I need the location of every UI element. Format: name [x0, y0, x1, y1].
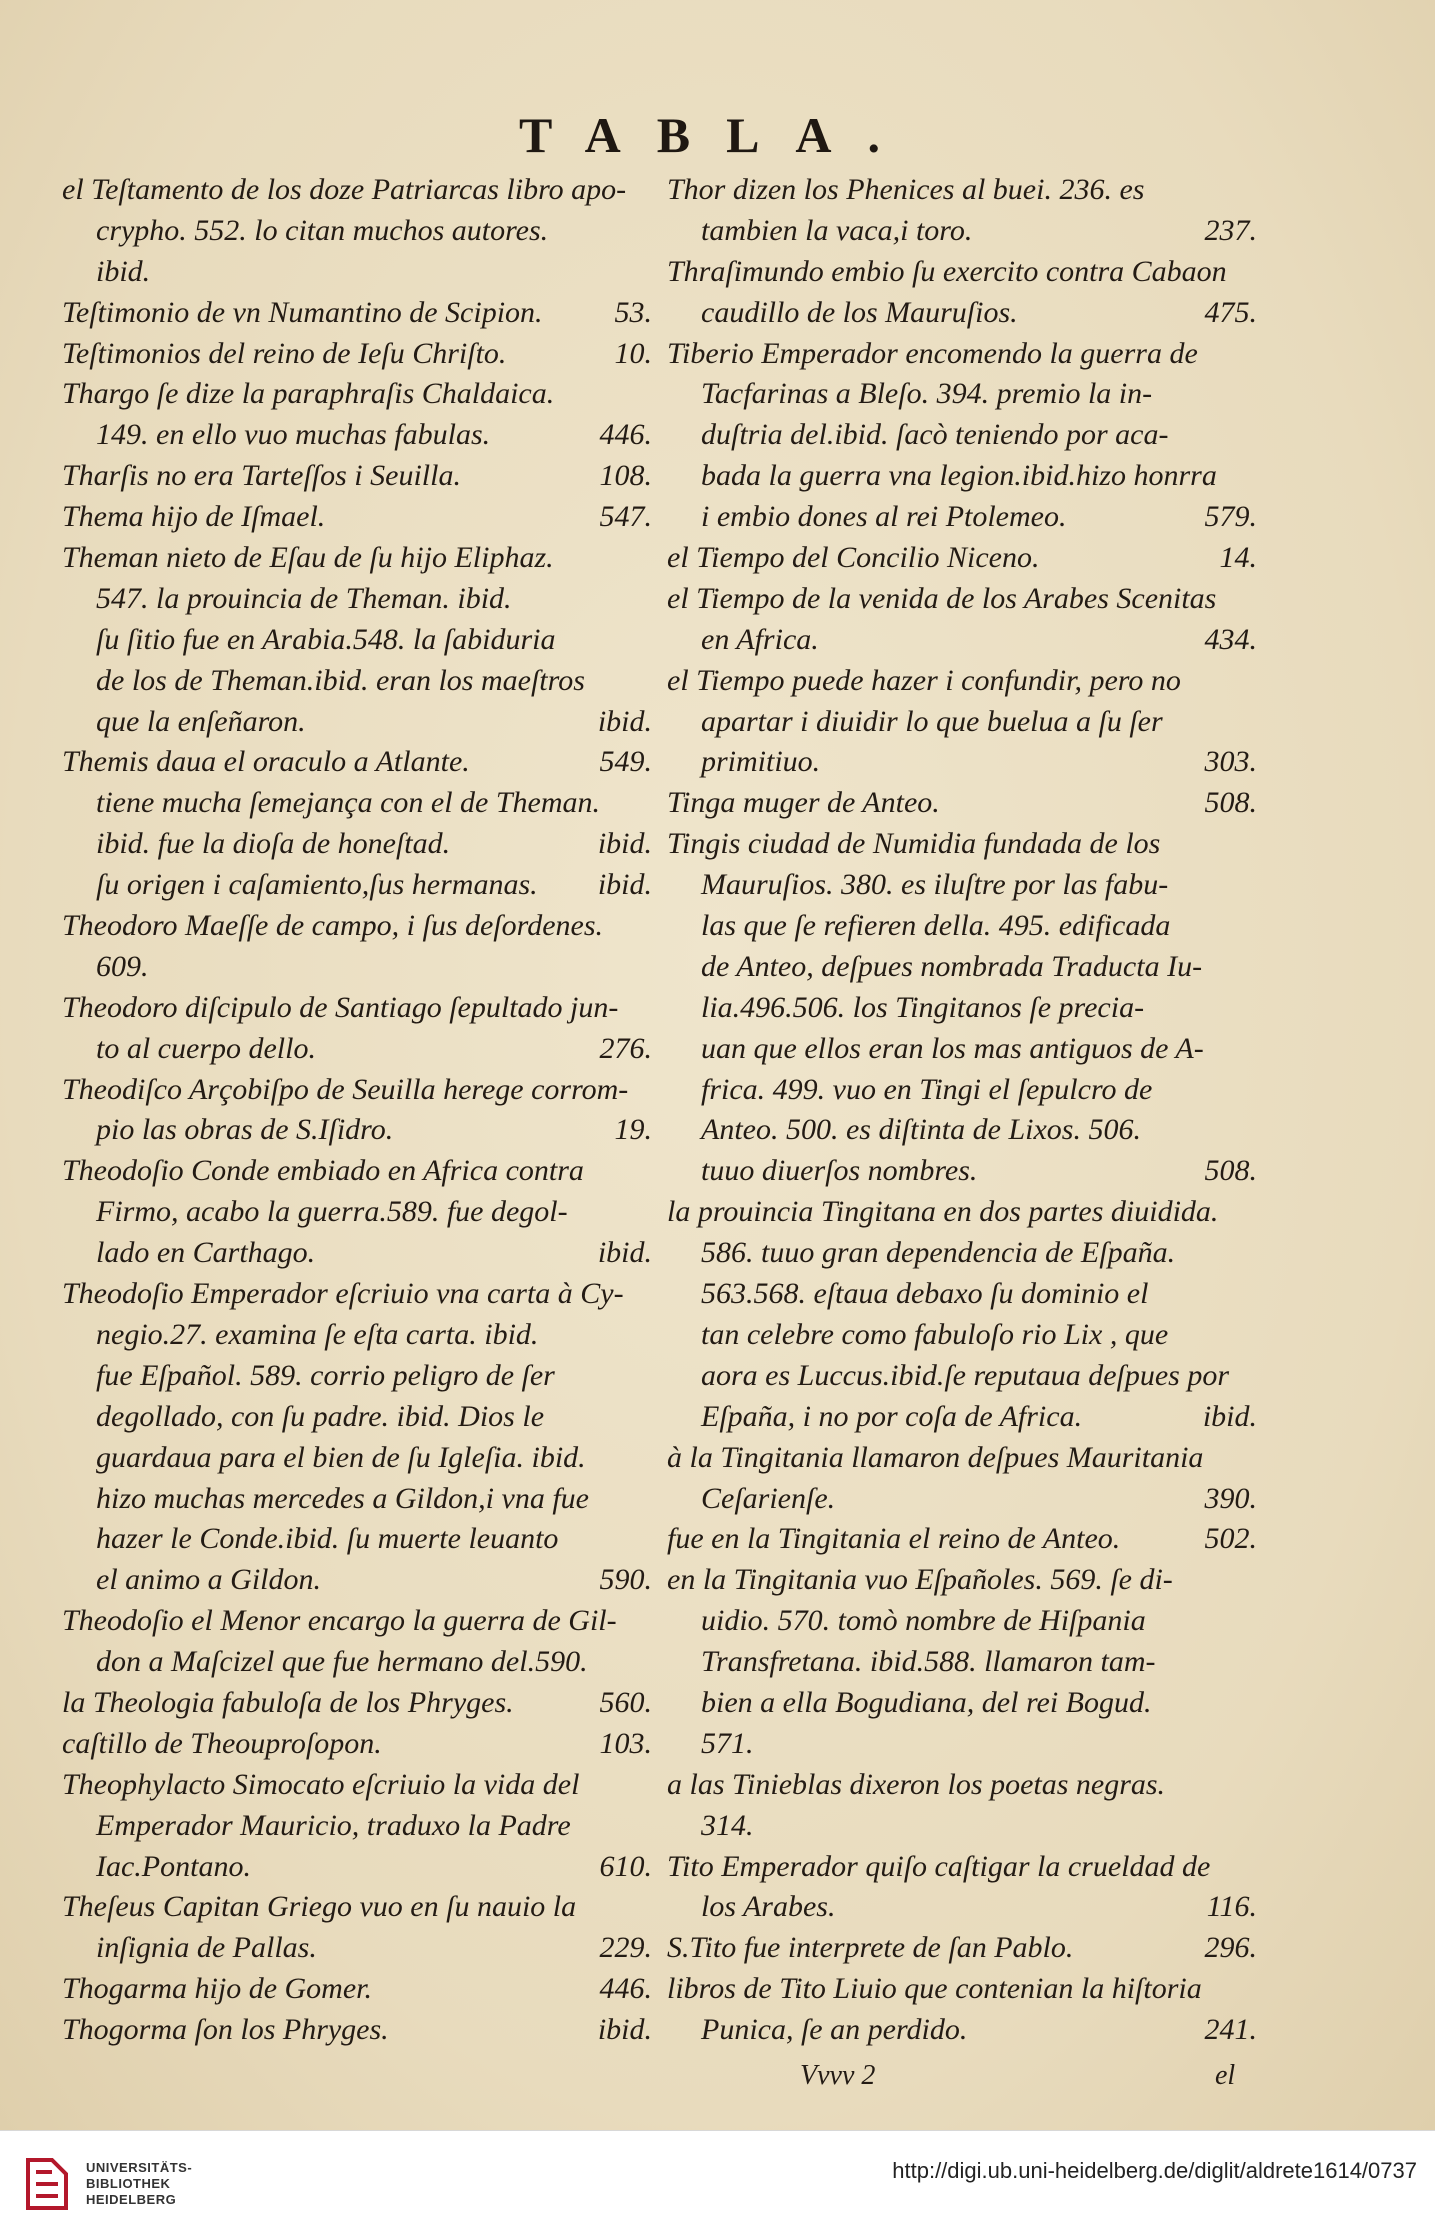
entry-text: Tinga muger de Anteo. — [667, 786, 940, 820]
index-entry-line — [667, 1110, 1257, 1151]
entry-text: Iac.Pontano. — [96, 1849, 251, 1883]
library-name — [86, 2160, 192, 2208]
index-entry-line — [62, 1029, 652, 1070]
entry-text: guardaua para el bien de ſu Igleſia. ibid. — [96, 1440, 586, 1474]
library-name-line: UNIVERSITÄTS- — [86, 2160, 193, 2175]
entry-text: uan que ellos eran los mas antiguos de A- — [701, 1031, 1204, 1065]
entry-text: apartar i diuidir lo que buelua a ſu ſer — [701, 704, 1163, 738]
entry-text: to al cuerpo dello. — [96, 1031, 316, 1065]
entry-text: Theodoro Maeſſe de campo, i ſus deſordenes. — [62, 909, 604, 943]
entry-text: Thor dizen los Phenices al buei. 236. es — [667, 173, 1145, 206]
entry-text: 609. — [96, 949, 149, 983]
entry-text: 149. en ello vuo muchas fabulas. — [96, 418, 491, 452]
entry-text: don a Maſcizel que fue hermano del.590. — [96, 1645, 588, 1679]
entry-text: Theodoſio Emperador eſcriuio vna carta à Cy- — [62, 1277, 624, 1311]
entry-text: lado en Carthago. — [96, 1236, 316, 1270]
entry-text: fue en la Tingitania el reino de Anteo. — [667, 1522, 1121, 1556]
index-entry-line — [667, 579, 1257, 620]
index-entry-line — [62, 1560, 652, 1601]
entry-text: uidio. 570. tomò nombre de Hiſpania — [701, 1604, 1146, 1638]
library-name-line: HEIDELBERG — [86, 2192, 177, 2207]
index-entry-line — [667, 252, 1257, 293]
index-entry-line — [667, 1192, 1257, 1233]
index-entry-line — [62, 1969, 652, 2010]
page-reference: 579. — [1204, 500, 1257, 534]
index-entry-line — [667, 865, 1257, 906]
entry-text: Theodiſco Arçobiſpo de Seuilla herege corrom- — [62, 1072, 629, 1106]
index-entry-line — [667, 1029, 1257, 1070]
page-title: TABLA. — [518, 107, 917, 163]
index-entry-line — [667, 1806, 1257, 1847]
entry-text: el Teſtamento de los doze Patriarcas libro apo- — [62, 173, 627, 206]
page-reference: 446. — [599, 418, 652, 452]
page-reference: ibid. — [597, 868, 652, 902]
entry-text: Transfretana. ibid.588. llamaron tam- — [701, 1645, 1156, 1679]
index-entry-line — [62, 661, 652, 702]
index-entry-line — [667, 1070, 1257, 1111]
entry-text: 547. la prouincia de Theman. ibid. — [96, 581, 512, 615]
entry-text: la Theologia fabuloſa de los Phryges. — [62, 1685, 514, 1719]
entry-text: ſu ſitio fue en Arabia.548. la ſabiduria — [96, 622, 556, 656]
page-reference: ibid. — [597, 1236, 652, 1270]
index-entry-line — [62, 538, 652, 579]
index-entry-line — [62, 783, 652, 824]
page-reference: 508. — [1204, 786, 1257, 820]
entry-text: hazer le Conde.ibid. ſu muerte leuanto — [96, 1522, 559, 1556]
index-entry-line — [62, 415, 652, 456]
entry-text: Thraſimundo embio ſu exercito contra Cabaon — [667, 254, 1227, 288]
entry-text: Theman nieto de Eſau de ſu hijo Eliphaz. — [62, 541, 554, 575]
entry-text: Theodoro diſcipulo de Santiago ſepultado jun- — [62, 990, 619, 1024]
index-entry-line — [62, 2010, 652, 2051]
entry-text: que la enſeñaron. — [96, 704, 306, 738]
index-entry-line — [62, 456, 652, 497]
page-reference: 560. — [599, 1685, 652, 1719]
index-entry-line — [62, 374, 652, 415]
index-entry-line — [62, 906, 652, 947]
index-entry-line — [667, 538, 1257, 579]
index-entry-line — [62, 1642, 652, 1683]
index-entry-line — [667, 620, 1257, 661]
entry-text: caſtillo de Theouproſopon. — [62, 1726, 382, 1760]
entry-text: bada la guerra vna legion.ibid.hizo honrra — [701, 459, 1217, 493]
page-reference: 475. — [1204, 295, 1257, 329]
index-entry-line — [62, 497, 652, 538]
page-reference: ibid. — [597, 704, 652, 738]
entry-text: tiene mucha ſemejança con el de Theman. — [96, 786, 601, 820]
index-entry-line — [62, 1806, 652, 1847]
entry-text: Thogarma hijo de Gomer. — [62, 1972, 373, 2006]
page-reference: 303. — [1204, 745, 1257, 779]
page-reference: 276. — [599, 1031, 652, 1065]
index-entry-line — [667, 906, 1257, 947]
index-entry-line — [62, 1479, 652, 1520]
index-entry-line — [62, 1315, 652, 1356]
index-entry-line — [667, 1928, 1257, 1969]
entry-text: tan celebre como fabuloſo rio Lix , que — [701, 1317, 1169, 1351]
index-entry-line — [62, 1356, 652, 1397]
entry-text: los Arabes. — [701, 1890, 836, 1924]
index-entry-line — [667, 1519, 1257, 1560]
entry-text: crypho. 552. lo citan muchos autores. — [96, 213, 549, 247]
index-entry-line — [667, 1356, 1257, 1397]
index-entry-line — [667, 293, 1257, 334]
index-entry-line — [667, 824, 1257, 865]
index-entry-line — [62, 1151, 652, 1192]
index-entry-line — [62, 824, 652, 865]
index-entry-line — [62, 1274, 652, 1315]
index-entry-line — [667, 702, 1257, 743]
index-entry-line — [62, 1683, 652, 1724]
entry-text: 563.568. eſtaua debaxo ſu dominio el — [701, 1277, 1149, 1311]
entry-text: las que ſe refieren della. 495. edificada — [701, 909, 1171, 943]
index-entry-line — [667, 1847, 1257, 1888]
index-entry-line — [62, 1601, 652, 1642]
page-reference: 241. — [1204, 2013, 1257, 2047]
entry-text: ibid. — [96, 254, 151, 288]
entry-text: el animo a Gildon. — [96, 1563, 321, 1597]
entry-text: ſu origen i caſamiento,ſus hermanas. — [96, 868, 538, 902]
page-reference: 502. — [1204, 1522, 1257, 1556]
index-entry-line — [667, 456, 1257, 497]
page-reference: 103. — [599, 1726, 652, 1760]
index-entry-line — [667, 1887, 1257, 1928]
index-entry-line — [62, 1847, 652, 1888]
entry-text: Emperador Mauricio, traduxo la Padre — [96, 1808, 571, 1842]
entry-text: 586. tuuo gran dependencia de Eſpaña. — [701, 1236, 1176, 1270]
index-entry-line — [62, 1765, 652, 1806]
entry-text: Punica, ſe an perdido. — [701, 2013, 968, 2047]
entry-text: Tharſis no era Tarteſſos i Seuilla. — [62, 459, 461, 493]
entry-text: degollado, con ſu padre. ibid. Dios le — [96, 1399, 545, 1433]
page-reference: 237. — [1204, 213, 1257, 247]
index-entry-line — [667, 988, 1257, 1029]
index-entry-line — [667, 211, 1257, 252]
library-logo-icon — [22, 2152, 72, 2214]
index-entry-line — [62, 947, 652, 988]
index-entry-line — [667, 1479, 1257, 1520]
entry-text: lia.496.506. los Tingitanos ſe precia- — [701, 990, 1145, 1024]
entry-text: tambien la vaca,i toro. — [701, 213, 973, 247]
page-reference: 446. — [599, 1972, 652, 2006]
entry-text: primitiuo. — [701, 745, 821, 779]
entry-text: duſtria del.ibid. ſacò teniendo por aca- — [701, 418, 1169, 452]
entry-text: tuuo diuerſos nombres. — [701, 1154, 978, 1188]
index-entry-line — [62, 211, 652, 252]
entry-text: el Tiempo de la venida de los Arabes Scenitas — [667, 581, 1217, 615]
index-entry-line — [667, 947, 1257, 988]
page-reference: 508. — [1204, 1154, 1257, 1188]
index-entry-line — [62, 579, 652, 620]
index-entry-line — [62, 742, 652, 783]
entry-text: Thargo ſe dize la paraphraſis Chaldaica. — [62, 377, 555, 411]
entry-text: el Tiempo puede hazer i confundir, pero no — [667, 663, 1181, 697]
index-column-right — [667, 170, 1257, 2051]
index-entry-line — [62, 1192, 652, 1233]
page-reference: 390. — [1204, 1481, 1257, 1515]
index-entry-line — [667, 1397, 1257, 1438]
index-entry-line — [667, 1274, 1257, 1315]
index-entry-line — [667, 742, 1257, 783]
entry-text: aora es Luccus.ibid.ſe reputaua deſpues por — [701, 1358, 1230, 1392]
entry-text: hizo muchas mercedes a Gildon,i vna fue — [96, 1481, 589, 1515]
index-entry-line — [667, 1315, 1257, 1356]
entry-text: de Anteo, deſpues nombrada Traducta Iu- — [701, 949, 1203, 983]
index-entry-line — [62, 1233, 652, 1274]
entry-text: caudillo de los Mauruſios. — [701, 295, 1018, 329]
page-reference: 10. — [614, 336, 652, 370]
index-entry-line — [667, 374, 1257, 415]
entry-text: pio las obras de S.Iſidro. — [96, 1113, 394, 1147]
entry-text: Thema hijo de Iſmael. — [62, 500, 326, 534]
index-entry-line — [62, 988, 652, 1029]
entry-text: inſignia de Pallas. — [96, 1931, 317, 1965]
entry-text: libros de Tito Liuio que contenian la hiſtoria — [667, 1972, 1202, 2006]
index-entry-line — [62, 1724, 652, 1765]
entry-text: Ceſarienſe. — [701, 1481, 836, 1515]
index-entry-line — [667, 1683, 1257, 1724]
page-reference: 296. — [1204, 1931, 1257, 1965]
index-entry-line — [62, 1887, 652, 1928]
index-entry-line — [667, 497, 1257, 538]
index-entry-line — [62, 1397, 652, 1438]
index-column-left — [62, 170, 652, 2051]
entry-text: frica. 499. vuo en Tingi el ſepulcro de — [701, 1072, 1153, 1106]
page-reference: 19. — [614, 1113, 652, 1147]
index-entry-line — [62, 865, 652, 906]
entry-text: Theodoſio Conde embiado en Africa contra — [62, 1154, 584, 1188]
entry-text: en Africa. — [701, 622, 819, 656]
index-entry-line — [62, 252, 652, 293]
entry-text: Teſtimonios del reino de Ieſu Chriſto. — [62, 336, 507, 370]
entry-text: bien a ella Bogudiana, del rei Bogud. — [701, 1685, 1152, 1719]
entry-text: i embio dones al rei Ptolemeo. — [701, 500, 1067, 534]
index-entry-line — [667, 415, 1257, 456]
page-reference: 547. — [599, 500, 652, 534]
index-entry-line — [667, 2010, 1257, 2051]
entry-text: Firmo, acabo la guerra.589. fue degol- — [96, 1195, 568, 1229]
entry-text: Themis daua el oraculo a Atlante. — [62, 745, 470, 779]
index-entry-line — [62, 702, 652, 743]
index-entry-line — [62, 620, 652, 661]
index-entry-line — [62, 1928, 652, 1969]
index-entry-line — [667, 1765, 1257, 1806]
entry-text: en la Tingitania vuo Eſpañoles. 569. ſe di- — [667, 1563, 1173, 1597]
index-entry-line — [62, 1110, 652, 1151]
index-entry-line — [667, 1560, 1257, 1601]
page-reference: ibid. — [1202, 1399, 1257, 1433]
page-reference: ibid. — [597, 827, 652, 861]
catchword: el — [1215, 2060, 1236, 2091]
entry-text: Tingis ciudad de Numidia fundada de los — [667, 827, 1161, 861]
page-reference: 434. — [1204, 622, 1257, 656]
page-reference: 14. — [1219, 541, 1257, 575]
entry-text: Thogorma ſon los Phryges. — [62, 2013, 389, 2047]
entry-text: S.Tito fue interprete de ſan Pablo. — [667, 1931, 1074, 1965]
entry-text: Eſpaña, i no por coſa de Africa. — [701, 1399, 1083, 1433]
index-entry-line — [62, 1438, 652, 1479]
index-entry-line — [62, 1519, 652, 1560]
page-reference: 610. — [599, 1849, 652, 1883]
entry-text: de los de Theman.ibid. eran los maeſtros — [96, 663, 585, 697]
entry-text: fue Eſpañol. 589. corrio peligro de ſer — [96, 1358, 555, 1392]
page-reference: 229. — [599, 1931, 652, 1965]
page-reference: 590. — [599, 1563, 652, 1597]
entry-text: Tito Emperador quiſo caſtigar la crueldad de — [667, 1849, 1211, 1883]
index-entry-line — [667, 1233, 1257, 1274]
index-entry-line — [667, 1438, 1257, 1479]
page-reference: 53. — [614, 295, 652, 329]
page-reference: 549. — [599, 745, 652, 779]
entry-text: el Tiempo del Concilio Niceno. — [667, 541, 1040, 575]
entry-text: Theodoſio el Menor encargo la guerra de Gil- — [62, 1604, 617, 1638]
entry-text: 571. — [701, 1726, 754, 1760]
index-entry-line — [667, 1642, 1257, 1683]
index-entry-line — [667, 661, 1257, 702]
entry-text: Theophylacto Simocato eſcriuio la vida del — [62, 1767, 580, 1801]
index-entry-line — [62, 170, 652, 211]
entry-text: Anteo. 500. es diſtinta de Lixos. 506. — [701, 1113, 1141, 1147]
index-entry-line — [667, 1151, 1257, 1192]
entry-text: Theſeus Capitan Griego vuo en ſu nauio la — [62, 1890, 577, 1924]
index-entry-line — [667, 334, 1257, 375]
signature-mark: Vvvv 2 — [800, 2060, 876, 2091]
entry-text: 314. — [701, 1808, 754, 1842]
entry-text: Tiberio Emperador encomendo la guerra de — [667, 336, 1198, 370]
entry-text: la prouincia Tingitana en dos partes diuidida. — [667, 1195, 1219, 1229]
entry-text: à la Tingitania llamaron deſpues Mauritania — [667, 1440, 1204, 1474]
index-entry-line — [62, 1070, 652, 1111]
page-reference: 116. — [1206, 1890, 1257, 1924]
entry-text: negio.27. examina ſe eſta carta. ibid. — [96, 1317, 539, 1351]
index-entry-line — [667, 1601, 1257, 1642]
index-entry-line — [62, 293, 652, 334]
permalink-url[interactable]: http://digi.ub.uni-heidelberg.de/diglit/aldrete1614/0737 — [892, 2158, 1417, 2183]
page-reference: ibid. — [597, 2013, 652, 2047]
index-entry-line — [667, 1724, 1257, 1765]
library-name-line: BIBLIOTHEK — [86, 2176, 171, 2191]
index-entry-line — [667, 170, 1257, 211]
index-entry-line — [62, 334, 652, 375]
index-entry-line — [667, 1969, 1257, 2010]
index-entry-line — [667, 783, 1257, 824]
entry-text: ibid. fue la dioſa de honeſtad. — [96, 827, 451, 861]
entry-text: Teſtimonio de vn Numantino de Scipion. — [62, 295, 543, 329]
page-reference: 108. — [599, 459, 652, 493]
entry-text: Tacfarinas a Bleſo. 394. premio la in- — [701, 377, 1153, 411]
entry-text: a las Tinieblas dixeron los poetas negras. — [667, 1767, 1166, 1801]
entry-text: Mauruſios. 380. es iluſtre por las fabu- — [701, 868, 1169, 902]
